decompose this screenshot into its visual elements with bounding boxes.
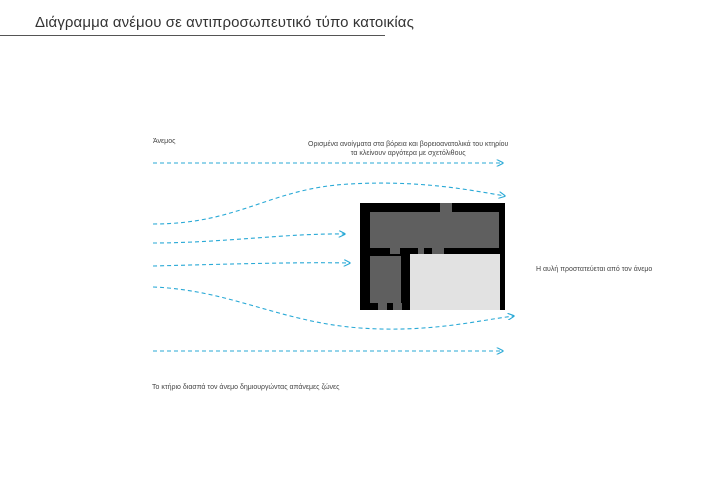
building-plan (360, 203, 505, 310)
diagram-title: Διάγραμμα ανέμου σε αντιπροσωπευτικό τύπο κατοικίας (35, 14, 414, 31)
room-southwest (370, 256, 401, 303)
wind-arrow-3 (153, 234, 345, 243)
yard (410, 254, 500, 310)
openings-note-line-1: Ορισμένα ανοίγματα στα βόρεια και βορειοανατολικά του κτηρίου (308, 141, 509, 148)
opening-south-1 (378, 303, 387, 310)
wind-label: Άνεμος (153, 138, 176, 145)
opening-internal-3 (390, 248, 400, 254)
openings-note-line-2: τα κλείνουν αργότερα με σχετόλιθους (350, 150, 466, 157)
wind-arrow-4 (153, 263, 350, 266)
opening-internal-2 (432, 248, 444, 254)
opening-internal-1 (418, 248, 424, 254)
room-north (370, 212, 499, 248)
yard-note: Η αυλή προστατεύεται από τον άνεμο (536, 266, 653, 273)
building-note: Το κτήριο διασπά τον άνεμο δημιουργώντας απάνεμες ζώνες (152, 384, 340, 391)
opening-north (440, 203, 452, 212)
opening-south-2 (393, 303, 402, 310)
